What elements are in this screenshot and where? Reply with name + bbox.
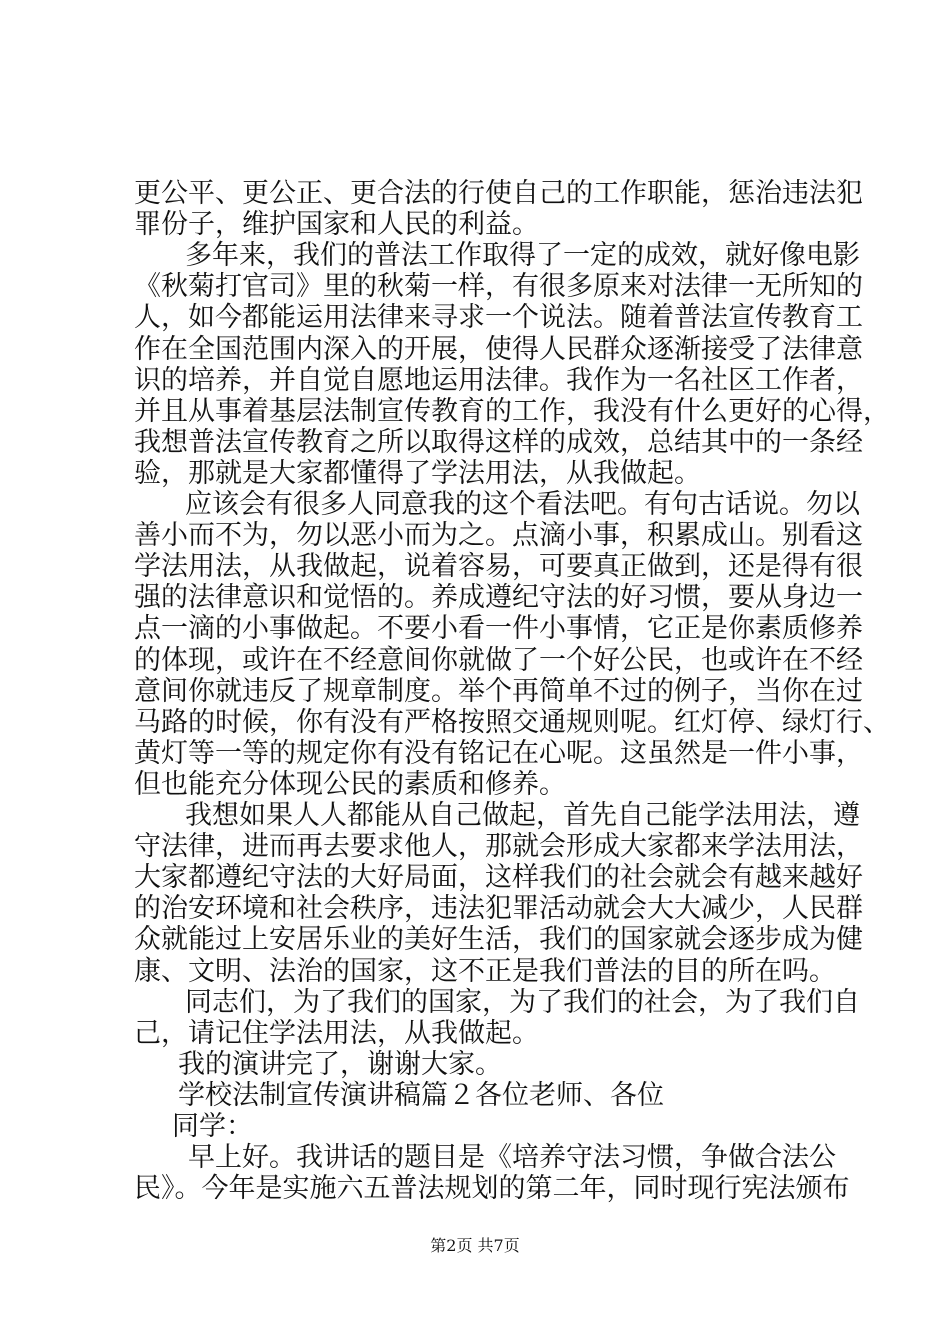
text-line: 的体现，或许在不经意间你就做了一个好公民，也或许在不经	[134, 645, 863, 676]
text-line: 多年来，我们的普法工作取得了一定的成效，就好像电影	[185, 240, 860, 271]
text-line: 黄灯等一等的规定你有没有铭记在心呢。这虽然是一件小事，	[134, 738, 863, 769]
text-line: 识的培养，并自觉自愿地运用法律。我作为一名社区工作者，	[134, 365, 863, 396]
text-line: 我想如果人人都能从自己做起，首先自己能学法用法，遵	[185, 800, 860, 831]
text-line: 作在全国范围内深入的开展，使得人民群众逐渐接受了法律意	[134, 334, 863, 365]
page-number-footer: 第2页 共7页	[430, 1236, 520, 1255]
text-line: 大家都遵纪守法的大好局面，这样我们的社会就会有越来越好	[134, 862, 863, 893]
text-line: 马路的时候，你有没有严格按照交通规则呢。红灯停、绿灯行、	[134, 707, 890, 738]
text-line: 善小而不为，勿以恶小而为之。点滴小事，积累成山。别看这	[134, 520, 863, 551]
text-line: 强的法律意识和觉悟的。养成遵纪守法的好习惯，要从身边一	[134, 582, 863, 613]
text-line: 人，如今都能运用法律来寻求一个说法。随着普法宣传教育工	[134, 302, 863, 333]
text-line: 但也能充分体现公民的素质和修养。	[134, 769, 566, 800]
text-line: 守法律，进而再去要求他人，那就会形成大家都来学法用法，	[134, 831, 863, 862]
text-line: 应该会有很多人同意我的这个看法吧。有句古话说。勿以	[185, 489, 860, 520]
text-line: 己，请记住学法用法，从我做起。	[134, 1018, 539, 1049]
text-line: 学法用法，从我做起，说着容易，可要真正做到，还是得有很	[134, 551, 863, 582]
text-line: 《秋菊打官司》里的秋菊一样，有很多原来对法律一无所知的	[134, 271, 863, 302]
text-line: 点一滴的小事做起。不要小看一件小事情，它正是你素质修养	[134, 613, 863, 644]
text-line: 学校法制宣传演讲稿篇２各位老师、各位	[178, 1080, 664, 1111]
text-line: 同志们，为了我们的国家，为了我们的社会，为了我们自	[185, 987, 860, 1018]
text-line: 我想普法宣传教育之所以取得这样的成效，总结其中的一条经	[134, 427, 863, 458]
text-line: 我的演讲完了，谢谢大家。	[178, 1049, 502, 1080]
text-line: 罪份子，维护国家和人民的利益。	[134, 209, 539, 240]
text-line: 民》。今年是实施六五普法规划的第二年，同时现行宪法颁布	[134, 1173, 850, 1204]
text-line: 并且从事着基层法制宣传教育的工作，我没有什么更好的心得，	[134, 396, 890, 427]
text-line: 早上好。我讲话的题目是《培养守法习惯，争做合法公	[188, 1142, 836, 1173]
text-line: 更公平、更公正、更合法的行使自己的工作职能，惩治违法犯	[134, 178, 863, 209]
text-line: 的治安环境和社会秩序，违法犯罪活动就会大大减少，人民群	[134, 893, 863, 924]
text-line: 同学：	[172, 1111, 253, 1142]
text-line: 验，那就是大家都懂得了学法用法，从我做起。	[134, 458, 701, 489]
text-line: 康、文明、法治的国家，这不正是我们普法的目的所在吗。	[134, 956, 836, 987]
text-line: 众就能过上安居乐业的美好生活，我们的国家就会逐步成为健	[134, 924, 863, 955]
text-line: 意间你就违反了规章制度。举个再简单不过的例子，当你在过	[134, 676, 863, 707]
